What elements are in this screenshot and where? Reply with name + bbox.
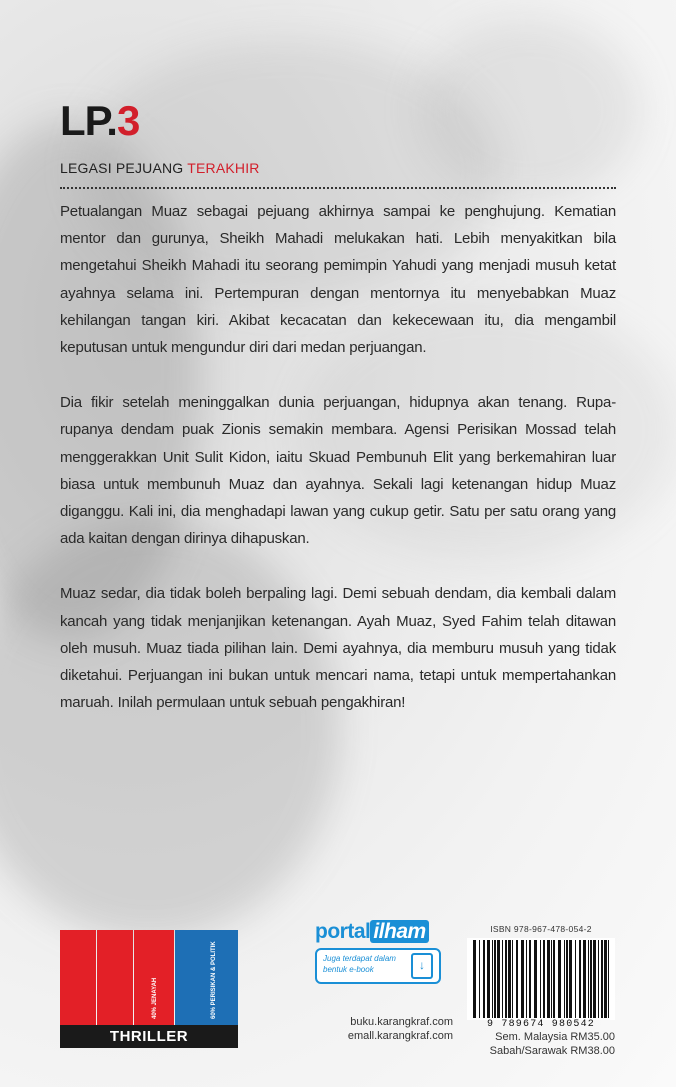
price-east: Sabah/Sarawak RM38.00 [489, 1045, 615, 1057]
portal-ilham [315, 920, 455, 984]
ebook-note: Juga terdapat dalam bentuk e-book [323, 954, 396, 974]
background-smoke [420, 20, 640, 200]
isbn-label: ISBN 978-967-478-054-2 [490, 924, 592, 934]
download-icon: ↓ [411, 953, 433, 979]
price-west: Sem. Malaysia RM35.00 [495, 1031, 615, 1043]
subtitle-main: LEGASI PEJUANG [60, 160, 188, 176]
title-number: 3 [116, 97, 140, 144]
title-prefix: LP. [60, 97, 117, 144]
subtitle-accent: TERAKHIR [187, 160, 260, 176]
website-link: buku.karangkraf.com [350, 1016, 453, 1028]
dotted-divider [60, 187, 616, 189]
genre-bar-intel [175, 930, 238, 1025]
book-title [60, 97, 140, 144]
portal-logo [315, 920, 455, 944]
synopsis-paragraph: Dia fikir setelah meninggalkan dunia perjuangan, hidupnya akan tenang. Rupa-rupanya dendam puak Zionis semakin membara. Agensi Perisikan Mossad telah menggerakkan Unit Sulit Kidon, iaitu Skuad Pembunuh Elit yang berkemahiran luar biasa untuk membunuh Muaz dan ayahnya. Sekali lagi ketenangan hidup Muaz diganggu. Kali ini, dia menghadapi lawan yang cukup getir. Satu per satu orang yang ada kaitan dengan dirinya dihapuskan. [60, 394, 616, 548]
genre-bar [60, 930, 96, 1025]
price-list [455, 1030, 615, 1058]
genre-label: THRILLER [60, 1025, 238, 1048]
website-link: emall.karangkraf.com [347, 1030, 453, 1042]
genre-block [60, 930, 238, 1048]
logo-suffix: ilham [370, 920, 428, 943]
synopsis-paragraph: Muaz sedar, dia tidak boleh berpaling lagi. Demi sebuah dendam, dia kembali dalam kancah yang tidak menjanjikan ketenangan. Ayah Muaz, Syed Fahim telah ditawan oleh musuh. Muaz tiada pilihan lain. Demi ayahnya, dia memburu musuh yang tidak diketahui. Perjuangan ini bukan untuk mencari nama, tetapi untuk mempertahankan maruah. Inilah permulaan untuk sebuah pengakhiran! [60, 585, 616, 712]
genre-bar-label: 40% JENAYAH [152, 977, 158, 1019]
genre-bar [97, 930, 133, 1025]
synopsis [60, 198, 616, 744]
barcode-number: 9 789674 980542 [486, 1019, 595, 1030]
genre-bar-label: 60% PERISIKAN & POLITIK [210, 941, 217, 1019]
ebook-badge [315, 948, 441, 984]
book-subtitle [60, 160, 260, 176]
barcode-graphic [467, 938, 615, 1020]
barcode [467, 938, 615, 1020]
synopsis-paragraph: Petualangan Muaz sebagai pejuang akhirnya sampai ke penghujung. Kematian mentor dan gurunya, Sheikh Mahadi melukakan hati. Lebih menyakitkan bila mengetahui Sheikh Mahadi itu seorang pemimpin Yahudi yang menjadi musuh ketat ayahnya selama ini. Pertempuran dengan mentornya itu menyebabkan Muaz kehilangan tangan kiri. Akibat kecacatan dan kekecewaan itu, dia mengambil keputusan untuk mengundur diri dari medan perjuangan. [60, 203, 616, 357]
logo-prefix: portal [315, 920, 371, 943]
website-links [335, 1015, 453, 1043]
genre-bar-crime [134, 930, 174, 1025]
